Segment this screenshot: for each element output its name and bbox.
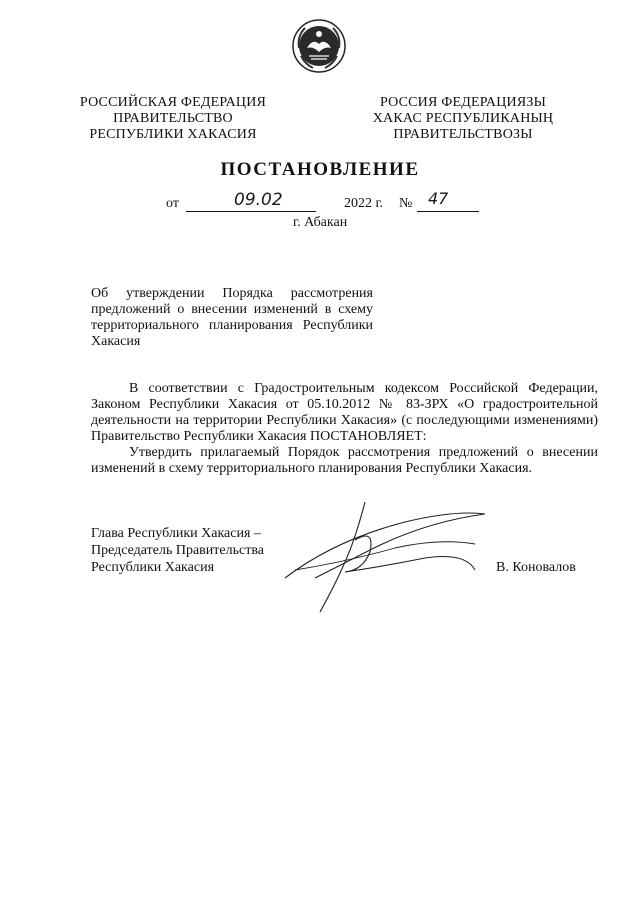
number-sign: № [399,196,413,211]
header-right [358,95,568,143]
date-underline [186,211,316,212]
signatory-name: В. Коновалов [496,560,576,575]
handwritten-date: 09.02 [234,190,283,210]
header-right-line: ПРАВИТЕЛЬСТВОЗЫ [393,127,533,142]
header-right-line: ХАКАС РЕСПУБЛИКАНЫҢ [372,111,554,126]
date-year: 2022 г. [344,196,384,211]
header-left-line: РОССИЙСКАЯ ФЕДЕРАЦИЯ [79,95,267,110]
body-paragraph: Утвердить прилагаемый Порядок рассмотрения предложений о внесении изменений в схему территориального планирования Республики Хакасия. [91,445,598,476]
header-left-line: РЕСПУБЛИКИ ХАКАСИЯ [89,127,257,142]
signatory-position-line: Председатель Правительства [91,543,264,558]
signatory-position-line: Глава Республики Хакасия – [91,526,261,541]
handwritten-signature [275,500,495,615]
city: г. Абакан [293,215,348,230]
document-subject: Об утверждении Порядка рассмотрения предложений о внесении изменений в схему территориального планирования Республики Хакасия [91,286,373,349]
header-right-line: РОССИЯ ФЕДЕРАЦИЯЗЫ [379,95,547,110]
signatory-position-line: Республики Хакасия [91,560,215,575]
document-title: ПОСТАНОВЛЕНИЕ [220,159,420,180]
date-prefix: от [166,196,179,211]
signatory-position [91,525,264,576]
header-left [68,95,278,143]
handwritten-number: 47 [428,189,449,208]
date-line [166,189,486,216]
coat-of-arms-emblem [291,18,347,74]
number-underline [417,211,479,212]
body-paragraph: В соответствии с Градостроительным кодексом Российской Федерации, Законом Республики Хакасия от 05.10.2012 № 83-ЗРХ «О градостроительной деятельности на территории Республики Хакасия» (с последующими изменениями) Правительство Республики Хакасия ПОСТАНОВЛЯЕТ: [91,381,598,444]
document-body [91,381,598,477]
header-left-line: ПРАВИТЕЛЬСТВО [113,111,233,126]
